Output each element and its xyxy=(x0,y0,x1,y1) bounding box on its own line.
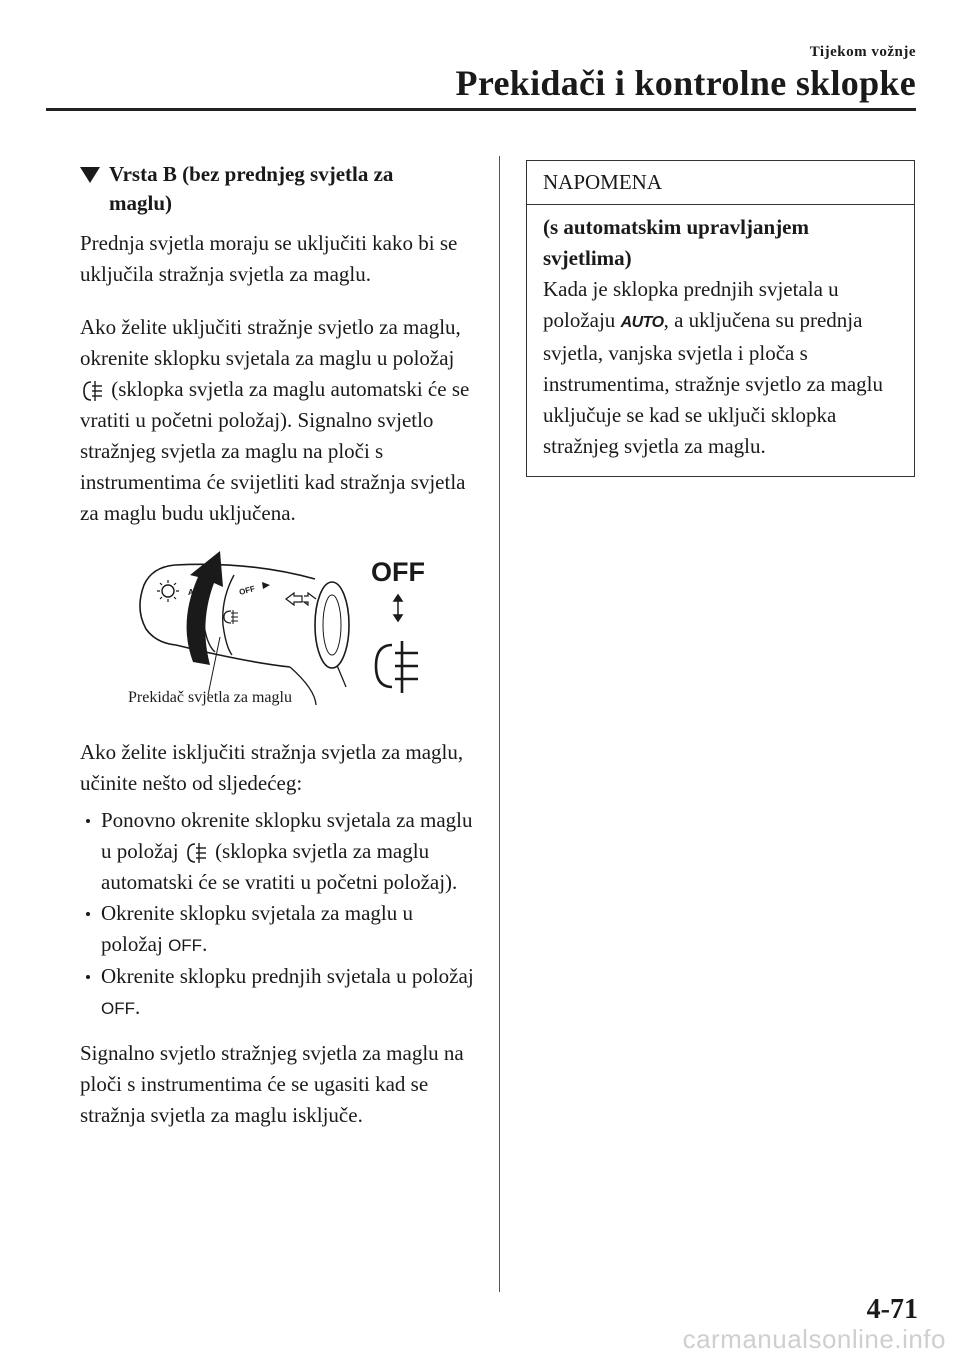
fog-switch-figure xyxy=(80,537,480,727)
bullet-item-3 xyxy=(80,961,480,1024)
column-divider xyxy=(499,156,500,1292)
bullet-item-1 xyxy=(80,805,480,898)
paragraph-3: Ako želite isključiti stražnja svjetla za maglu, učinite nešto od sljedećeg: xyxy=(80,740,464,795)
watermark: carmanualsonline.info xyxy=(682,1324,946,1354)
note-text xyxy=(543,274,898,462)
heading-line-2: maglu) xyxy=(109,191,172,215)
bullet-2-period: . xyxy=(202,932,208,956)
off-symbol: OFF xyxy=(168,936,203,955)
off-symbol: OFF xyxy=(101,999,135,1018)
bullet-2-text: Okrenite sklopku svjetala za maglu u položaj xyxy=(101,901,413,956)
note-title: NAPOMENA xyxy=(527,161,914,205)
figure-caption: Prekidač svjetla za maglu xyxy=(128,689,292,706)
lever-off-label: OFF xyxy=(238,584,256,597)
fog-switch-illustration xyxy=(80,537,480,727)
note-subtitle: (s automatskim upravljanjem svjetlima) xyxy=(543,215,809,270)
note-body xyxy=(527,205,914,476)
paragraph-2-start: Ako želite uključiti stražnje svjetlo za maglu, okrenite sklopku svjetala za maglu u položaj xyxy=(80,315,461,370)
bullet-3-period: . xyxy=(135,995,141,1019)
paragraph-1: Prednja svjetla moraju se uključiti kako bi se uključila stražnja svjetla za maglu. xyxy=(80,231,458,286)
note-box xyxy=(526,160,915,477)
bullet-dot xyxy=(86,912,90,916)
header-rule xyxy=(46,108,916,111)
paragraph-4: Signalno svjetlo stražnjeg svjetla za maglu na ploči s instrumentima će se ugasiti kad se stražnja svjetla za maglu isključe. xyxy=(80,1041,464,1127)
bullet-dot xyxy=(86,975,90,979)
page-number: 4-71 xyxy=(866,1294,918,1325)
bullet-1-end: (sklopka svjetla za maglu automatski će se vratiti u početni položaj). xyxy=(101,839,458,894)
heading-line-1: Vrsta B (bez prednjeg svjetla za xyxy=(109,162,394,186)
double-arrow-icon xyxy=(394,595,402,621)
left-column xyxy=(80,160,480,1153)
triangle-down-icon xyxy=(80,167,100,183)
section-heading xyxy=(80,160,480,218)
note-text-end: , a uključena su prednja svjetla, vanjska svjetla i ploča s instrumentima, stražnje svjetlo za maglu uključuje se kad se uključi sklopka stražnjeg svjetla za maglu. xyxy=(543,308,883,458)
note-text-start: Kada je sklopka prednjih svjetala u položaju xyxy=(543,277,839,332)
bullet-dot xyxy=(86,819,90,823)
bullet-item-2 xyxy=(80,898,480,961)
paragraph-2-end: (sklopka svjetla za maglu automatski će se vratiti u početni položaj). Signalno svjetlo stražnjeg svjetla za maglu na ploči s instrumentima će svijetliti kad stražnja svjetla za maglu budu uključena. xyxy=(80,377,470,525)
rear-fog-light-icon xyxy=(82,379,104,403)
lever-auto-label: AU xyxy=(188,588,200,597)
off-position-label: OFF xyxy=(371,557,425,587)
paragraph-2 xyxy=(80,312,480,529)
bullet-3-text: Okrenite sklopku prednjih svjetala u položaj xyxy=(101,964,474,988)
auto-symbol: AUTO xyxy=(620,314,664,331)
page-title: Prekidači i kontrolne sklopke xyxy=(455,63,916,103)
rear-fog-light-icon xyxy=(186,841,208,865)
header-section: Tijekom vožnje xyxy=(809,44,916,60)
bullet-1-start: Ponovno okrenite sklopku svjetala za maglu u položaj xyxy=(101,808,473,863)
lever-drawing xyxy=(140,564,349,705)
rear-fog-light-icon xyxy=(376,641,418,693)
